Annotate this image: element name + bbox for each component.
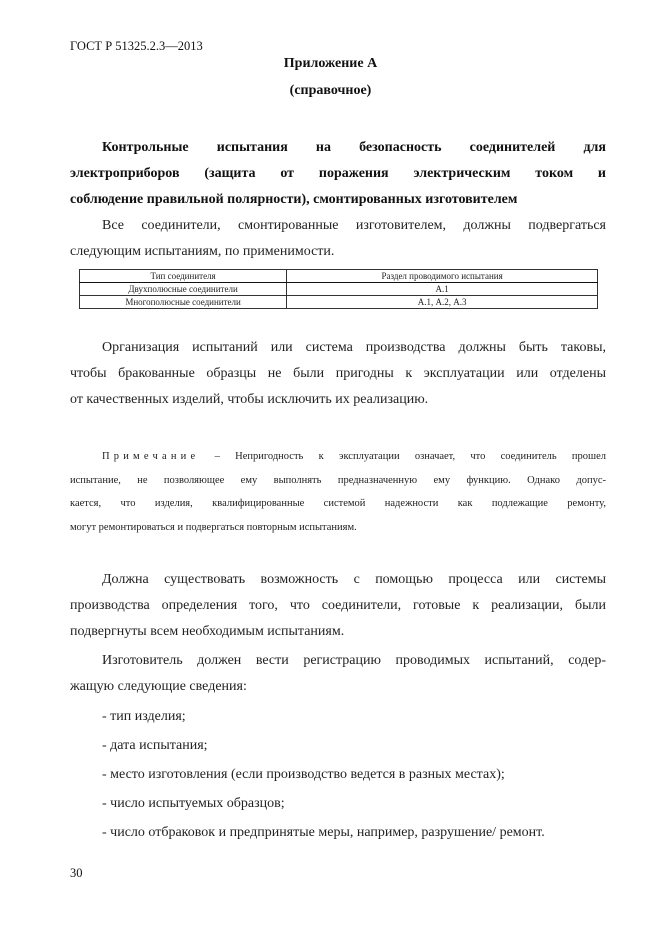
- list-item: - тип изделия;: [102, 709, 186, 724]
- table-header-cell: Раздел проводимого испытания: [287, 270, 598, 283]
- section-heading: [70, 135, 606, 213]
- table-row: [80, 296, 598, 309]
- page-header: ГОСТ Р 51325.2.3—2013: [70, 39, 203, 53]
- table-header-cell: Тип соединителя: [80, 270, 287, 283]
- paragraph-line: производства определения того, что соединители, готовые к реализации, были: [70, 598, 606, 613]
- test-sections-table: [79, 269, 598, 309]
- note-line: кается, что изделия, квалифицированные системой надежности как подлежащие ремонту,: [70, 498, 606, 509]
- paragraph-line: подвергнуты всем необходимым испытаниям.: [70, 624, 345, 639]
- heading-line: соблюдение правильной полярности), смонтированных изготовителем: [70, 192, 518, 207]
- paragraph-line: Все соединители, смонтированные изготовителем, должны подвергаться: [102, 218, 606, 233]
- list-item: - число испытуемых образцов;: [102, 796, 285, 811]
- note-line: испытание, не позволяющее ему выполнять предназначенную ему функцию. Однако допус-: [70, 474, 606, 486]
- page-number: 30: [70, 866, 83, 880]
- table-cell: А.1: [287, 283, 598, 296]
- list-item: - место изготовления (если производство ведется в разных местах);: [102, 767, 505, 782]
- paragraph-line: от качественных изделий, чтобы исключить их реализацию.: [70, 392, 429, 407]
- intro-paragraph: [70, 213, 606, 265]
- note-text: – Непригодность к эксплуатации означает, что соединитель прошел: [199, 451, 606, 462]
- organization-paragraph: [70, 335, 606, 413]
- list-item: - число отбраковок и предпринятые меры, например, разрушение/ ремонт.: [102, 825, 545, 840]
- heading-line: электроприборов (защита от поражения электрическим током и: [70, 166, 606, 181]
- table-cell: Двухполюсные соединители: [80, 283, 287, 296]
- note-label: Примечание: [102, 451, 200, 462]
- table-cell: А.1, А.2, А.3: [287, 296, 598, 309]
- table-row: [80, 283, 598, 296]
- annex-subtitle: (справочное): [289, 83, 372, 98]
- paragraph-line: следующим испытаниям, по применимости.: [70, 244, 335, 259]
- paragraph-line: Должна существовать возможность с помощью процесса или системы: [102, 572, 606, 587]
- paragraph-line: Организация испытаний или система производства должны быть таковы,: [102, 340, 606, 355]
- heading-line: Контрольные испытания на безопасность соединителей для: [102, 140, 606, 155]
- records-list: [102, 702, 545, 847]
- paragraph-line: Изготовитель должен вести регистрацию проводимых испытаний, содер-: [102, 653, 606, 668]
- register-paragraph: [70, 648, 606, 700]
- annex-title: Приложение А: [283, 56, 378, 71]
- table-cell: Многополюсные соединители: [80, 296, 287, 309]
- note-line: могут ремонтироваться и подвергаться повторным испытаниям.: [70, 521, 357, 533]
- table-header-row: [80, 270, 598, 283]
- note: [70, 445, 606, 539]
- paragraph-line: чтобы бракованные образцы не были пригодны к эксплуатации или отделены: [70, 366, 606, 381]
- possibility-paragraph: [70, 567, 606, 645]
- list-item: - дата испытания;: [102, 738, 208, 753]
- paragraph-line: жащую следующие сведения:: [70, 679, 247, 694]
- note-line: [70, 445, 606, 469]
